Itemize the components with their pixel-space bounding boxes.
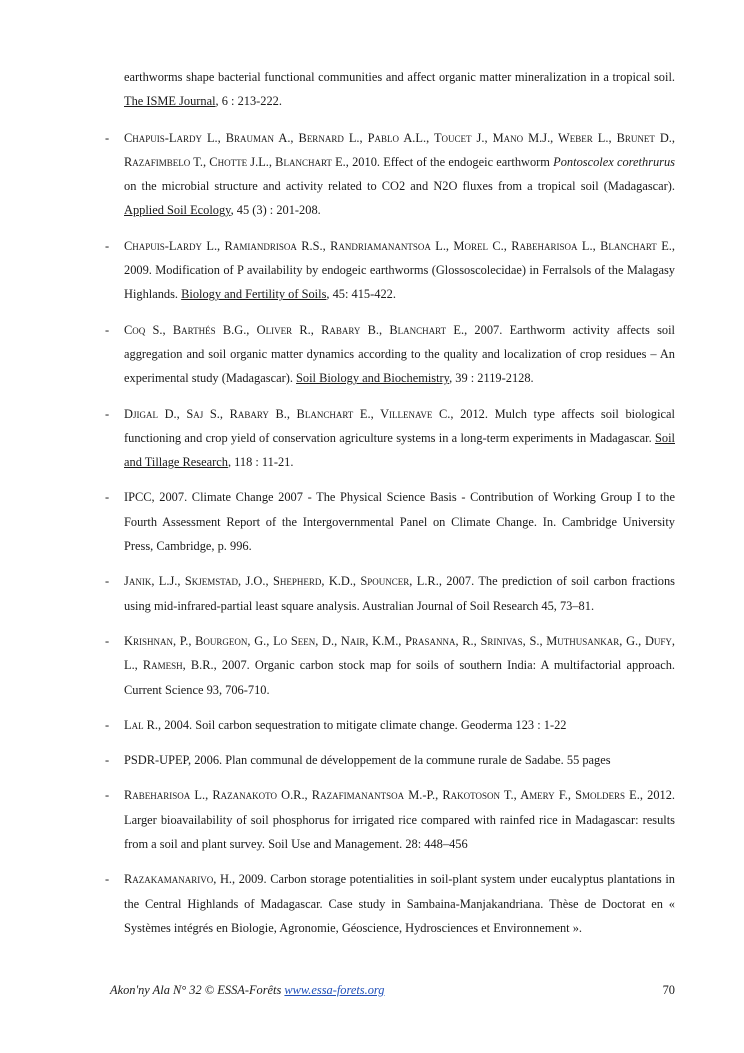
list-bullet: - — [105, 406, 110, 421]
reference-entry — [105, 783, 675, 856]
footer-journal: Akon'ny Ala N° 32 © ESSA-Forêts — [110, 983, 285, 997]
reference-journal-link: Soil Biology and Biochemistry — [296, 371, 450, 386]
reference-text: , 2007. Earthworm activity affects soil aggregation and soil organic matter dynamics according to the quality and localization of crop residues – An experimental study (Madagascar). — [124, 322, 675, 386]
reference-authors: Chapuis-Lardy L., Ramiandrisoa R.S., Randriamanantsoa L., Morel C., Rabeharisoa L., Blanchart E. — [124, 238, 672, 253]
reference-journal-link: Soil and Tillage Research — [124, 430, 675, 470]
reference-entry — [105, 126, 675, 223]
reference-text: PSDR-UPEP, 2006. Plan communal de développement de la commune rurale de Sadabe. 55 pages — [124, 753, 611, 768]
reference-species-name: Pontoscolex corethrurus — [553, 154, 675, 169]
reference-entry — [105, 318, 675, 391]
reference-text: , 2012. Mulch type affects soil biological functioning and crop yield of conservation agriculture systems in a long-term experiments in Madagascar. — [124, 406, 676, 445]
list-bullet: - — [105, 490, 110, 505]
reference-text: on the microbial structure and activity related to CO2 and N2O fluxes from a tropical soil (Madagascar). — [124, 179, 675, 194]
reference-text: , 2009. Modification of P availability by endogeic earthworms (Glossoscolecidae) in Ferralsols of the Malagasy Highlands. — [124, 238, 675, 302]
reference-text: , 2009. Carbon storage potentialities in soil-plant system under eucalyptus plantations in the Central Highlands of Madagascar. Case study in Sambaina-Manjakandriana. Thèse de Doctorat en « Systèmes intégrés en Biologie, Agronomie, Géoscience, Hydrosciences et Environnement ». — [124, 872, 675, 935]
reference-entry-continued — [105, 65, 675, 114]
reference-entry — [105, 402, 675, 475]
reference-entry — [105, 234, 675, 307]
reference-list — [105, 65, 675, 951]
reference-entry — [105, 629, 675, 702]
list-bullet: - — [105, 788, 110, 803]
reference-text: , 6 : 213-222. — [215, 94, 282, 109]
reference-text: , 2007. The prediction of soil carbon fractions using mid-infrared-partial least square analysis. Australian Journal of Soil Research 45, 73–81. — [124, 574, 676, 613]
reference-journal-link: Biology and Fertility of Soils — [181, 287, 327, 302]
list-bullet: - — [105, 633, 110, 648]
reference-journal-link: The ISME Journal — [124, 94, 216, 109]
list-bullet: - — [105, 130, 110, 145]
reference-authors: Coq S., Barthés B.G., Oliver R., Rabary B., Blanchart E. — [124, 322, 465, 337]
list-bullet: - — [105, 872, 110, 887]
reference-entry — [105, 867, 675, 940]
reference-text: , 2007. Organic carbon stock map for soils of southern India: A multifactorial approach. Current Science 93, 706-710. — [124, 658, 675, 697]
reference-authors: Djigal D., Saj S., Rabary B., Blanchart E., Villenave C. — [124, 406, 451, 421]
reference-text: , 118 : 11-21. — [227, 455, 294, 470]
footer-website-link[interactable]: www.essa-forets.org — [284, 983, 385, 997]
reference-text: , 39 : 2119-2128. — [449, 371, 534, 386]
reference-authors: Lal R. — [124, 717, 159, 732]
list-bullet: - — [105, 238, 110, 253]
reference-entry — [105, 485, 675, 558]
reference-authors: Razakamanarivo, H. — [124, 872, 233, 887]
reference-text: , 2004. Soil carbon sequestration to mitigate climate change. Geoderma 123 : 1-22 — [158, 717, 567, 732]
reference-authors: Krishnan, P., Bourgeon, G., Lo Seen, D., Nair, K.M., Prasanna, R., Srinivas, S., Muthusankar, G., Dufy, L., Ramesh, B.R. — [124, 633, 675, 673]
reference-text: IPCC, 2007. Climate Change 2007 - The Physical Science Basis - Contribution of Working Group I to the Fourth Assessment Report of the Intergovernmental Panel on Climate Change. In. Cambridge University Press, Cambridge, p. 996. — [124, 490, 675, 554]
reference-text: , 2012. Larger bioavailability of soil phosphorus for irrigated rice compared with rainfed rice in Madagascar: results from a soil and plant survey. Soil Use and Management. 28: 448–456 — [124, 788, 676, 852]
reference-entry — [105, 713, 675, 737]
reference-text: , 45: 415-422. — [326, 287, 396, 302]
reference-text: , 45 (3) : 201-208. — [230, 203, 321, 218]
reference-text: , 2010. Effect of the endogeic earthworm — [345, 154, 554, 169]
list-bullet: - — [105, 753, 110, 768]
reference-authors: Chapuis-Lardy L., Brauman A., Bernard L., Pablo A.L., Toucet J., Mano M.J., Weber L., Brunet D., Razafimbelo T., Chotte J.L., Blanchart E. — [124, 130, 675, 169]
reference-authors: Janik, L.J., Skjemstad, J.O., Shepherd, K.D., Spouncer, L.R. — [124, 574, 439, 589]
reference-entry — [105, 569, 675, 618]
reference-entry — [105, 748, 675, 772]
reference-text: earthworms shape bacterial functional communities and affect organic matter mineralization in a tropical soil. — [124, 70, 675, 84]
list-bullet: - — [105, 717, 110, 732]
reference-journal-link: Applied Soil Ecology — [124, 203, 231, 218]
reference-authors: Rabeharisoa L., Razanakoto O.R., Razafimanantsoa M.-P., Rakotoson T., Amery F., Smolders E. — [124, 788, 640, 803]
page-number: 70 — [662, 983, 675, 997]
list-bullet: - — [105, 322, 110, 337]
page-footer — [110, 983, 675, 1001]
list-bullet: - — [105, 574, 110, 589]
